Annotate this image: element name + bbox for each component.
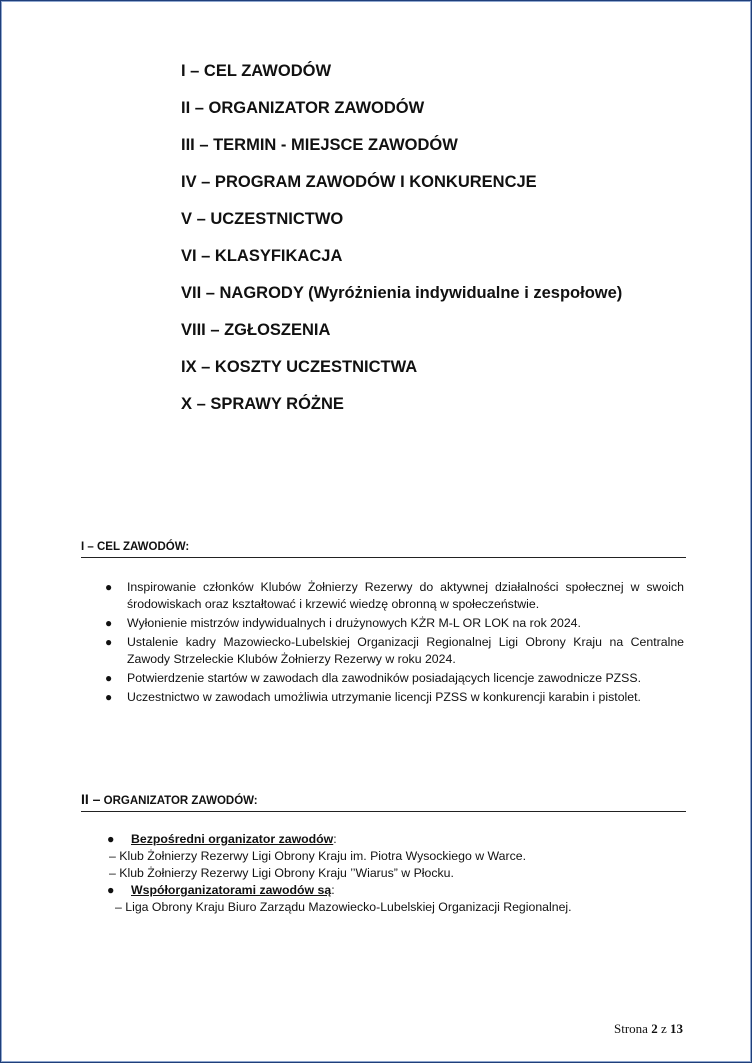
bullet-icon: ● [105, 690, 113, 704]
toc-item: X – SPRAWY RÓŻNE [181, 395, 344, 413]
toc-item: VIII – ZGŁOSZENIA [181, 321, 331, 339]
bullet-icon: ● [105, 671, 113, 685]
list-item-text: Wyłonienie mistrzów indywidualnych i drużynowych KŻR M-L OR LOK na rok 2024. [127, 616, 581, 630]
bullet-icon: ● [105, 635, 113, 649]
organizer-label-colon: : [333, 832, 337, 846]
list-item-text: Potwierdzenie startów w zawodach dla zawodników posiadających licencje zawodnicze PZSS. [127, 671, 641, 685]
section-1-bullet-list [101, 579, 684, 708]
section-2-heading-roman: II – [81, 791, 101, 807]
toc-item: II – ORGANIZATOR ZAWODÓW [181, 99, 425, 117]
page-number-prefix: Strona [614, 1021, 652, 1036]
toc-item: III – TERMIN - MIEJSCE ZAWODÓW [181, 136, 458, 154]
list-item [101, 579, 684, 613]
bullet-icon: ● [105, 616, 113, 630]
list-item [101, 634, 684, 668]
coorganizer-item [101, 882, 691, 899]
list-item-text: Ustalenie kadry Mazowiecko-Lubelskiej Organizacji Regionalnej Ligi Obrony Kraju na Centralne Zawody Strzeleckie Klubów Żołnierzy Rezerwy w roku 2024. [127, 635, 684, 666]
table-of-contents [181, 59, 622, 429]
organizers-block [101, 831, 691, 916]
coorganizer-label-colon: : [331, 883, 335, 897]
page-number-sep: z [657, 1021, 670, 1036]
list-item [101, 670, 684, 687]
toc-item: IX – KOSZTY UCZESTNICTWA [181, 358, 418, 376]
page-number-total: 13 [670, 1021, 683, 1036]
section-2-heading [81, 791, 686, 812]
bullet-icon: ● [105, 580, 113, 594]
coorganizer-label: Współorganizatorami zawodów są [131, 883, 332, 897]
toc-item: V – UCZESTNICTWO [181, 210, 344, 228]
organizer-item [101, 831, 691, 848]
list-item [101, 615, 684, 632]
toc-item: VI – KLASYFIKACJA [181, 247, 343, 265]
list-item-text: Inspirowanie członków Klubów Żołnierzy Rezerwy do aktywnej działalności społecznej w swoich środowiskach oraz kształtować i krzewić wiedzę obronną w społeczeństwie. [127, 580, 684, 611]
toc-item: I – CEL ZAWODÓW [181, 62, 332, 80]
bullet-icon: ● [107, 883, 115, 897]
organizer-line: – Klub Żołnierzy Rezerwy Ligi Obrony Kraju ’’Wiarus” w Płocku. [109, 866, 454, 880]
toc-item: IV – PROGRAM ZAWODÓW I KONKURENCJE [181, 173, 537, 191]
coorganizer-line: – Liga Obrony Kraju Biuro Zarządu Mazowiecko-Lubelskiej Organizacji Regionalnej. [115, 900, 572, 914]
section-2-heading-text: ORGANIZATOR ZAWODÓW: [100, 795, 258, 807]
organizer-label: Bezpośredni organizator zawodów [131, 832, 334, 846]
list-item [101, 689, 684, 706]
organizer-line: – Klub Żołnierzy Rezerwy Ligi Obrony Kraju im. Piotra Wysockiego w Warce. [109, 849, 526, 863]
page-number-current: 2 [651, 1021, 658, 1036]
section-1-heading: I – CEL ZAWODÓW: [81, 541, 686, 558]
toc-item: VII – NAGRODY (Wyróżnienia indywidualne i zespołowe) [181, 284, 623, 302]
page-number [614, 1021, 683, 1037]
bullet-icon: ● [107, 832, 115, 846]
list-item-text: Uczestnictwo w zawodach umożliwia utrzymanie licencji PZSS w konkurencji karabin i pistolet. [127, 690, 641, 704]
